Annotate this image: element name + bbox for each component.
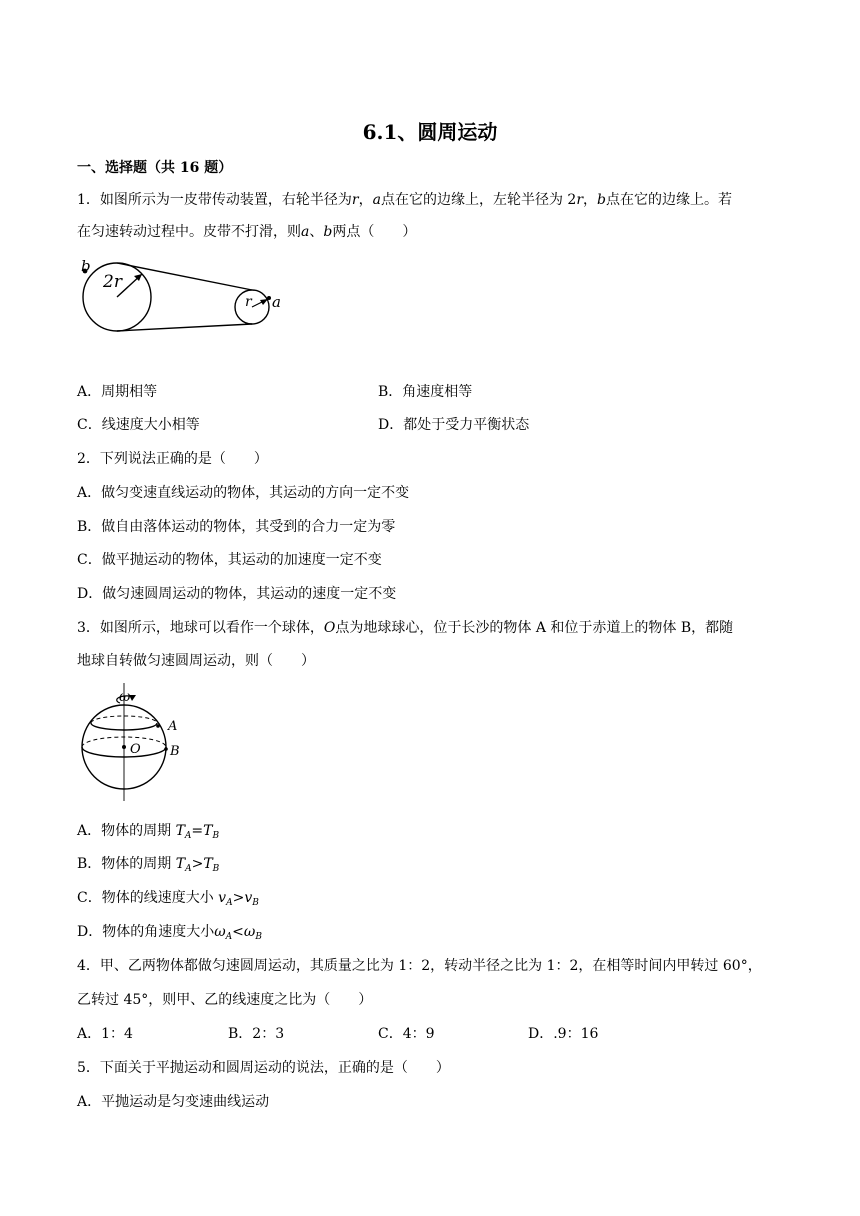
- label-r: r: [245, 294, 252, 310]
- q3-option-d: D．物体的角速度大小$\omega_A<\omega_B$: [77, 924, 262, 942]
- q1-stem-line2: 在匀速转动过程中。皮带不打滑，则a、b两点（ ）: [77, 224, 417, 240]
- label-B: B: [170, 744, 180, 759]
- q4-option-a: A．1：4: [77, 1026, 133, 1042]
- q3-stem-line2: 地球自转做匀速圆周运动，则（ ）: [77, 653, 315, 669]
- q4-option-b: B．2：3: [228, 1026, 285, 1042]
- q1-option-c: C．线速度大小相等: [77, 417, 200, 433]
- q3-option-a: A．物体的周期 $T_A=T_B$: [77, 823, 220, 841]
- page-title: 6.1、圆周运动: [362, 120, 498, 144]
- label-b: b: [81, 257, 91, 275]
- label-a: a: [272, 293, 281, 311]
- q2-option-c: C．做平抛运动的物体，其运动的加速度一定不变: [77, 552, 382, 568]
- q2-option-a: A．做匀变速直线运动的物体，其运动的方向一定不变: [77, 485, 410, 501]
- q4-option-d: D．.9：16: [528, 1026, 599, 1042]
- label-omega: ω: [119, 689, 131, 705]
- belt-pulley-diagram: [75, 255, 295, 340]
- q2-stem: 2．下列说法正确的是（ ）: [77, 451, 268, 467]
- label-A: A: [168, 719, 178, 734]
- q4-option-c: C．4：9: [378, 1026, 435, 1042]
- q5-option-a: A．平抛运动是匀变速曲线运动: [77, 1094, 270, 1110]
- q1-option-a: A．周期相等: [77, 384, 158, 400]
- label-2r: 2r: [103, 272, 122, 292]
- q1-option-d: D．都处于受力平衡状态: [378, 417, 530, 433]
- q4-stem-line1: 4．甲、乙两物体都做匀速圆周运动，其质量之比为 1：2，转动半径之比为 1：2，在相等时间内甲转过 60°，: [77, 958, 762, 974]
- q3-stem-line1: 3．如图所示，地球可以看作一个球体，O点为地球球心，位于长沙的物体 A 和位于赤道上的物体 B，都随: [77, 620, 734, 636]
- q1-option-b: B．角速度相等: [378, 384, 473, 400]
- q2-option-d: D．做匀速圆周运动的物体，其运动的速度一定不变: [77, 586, 397, 602]
- q1-stem-line1: 1．如图所示为一皮带传动装置，右轮半径为r，a点在它的边缘上，左轮半径为 2r，b点在它的边缘上。若: [77, 192, 732, 208]
- q3-option-b: B．物体的周期 $T_A>T_B$: [77, 856, 220, 874]
- earth-sphere-diagram: [78, 683, 188, 803]
- label-O: O: [130, 742, 141, 757]
- section-heading: 一、选择题（共 16 题）: [77, 160, 233, 176]
- q5-stem: 5．下面关于平抛运动和圆周运动的说法，正确的是（ ）: [77, 1060, 450, 1076]
- q4-stem-line2: 乙转过 45°，则甲、乙的线速度之比为（ ）: [77, 992, 373, 1008]
- q2-option-b: B．做自由落体运动的物体，其受到的合力一定为零: [77, 519, 396, 535]
- q3-option-c: C．物体的线速度大小 $v_A>v_B$: [77, 890, 259, 908]
